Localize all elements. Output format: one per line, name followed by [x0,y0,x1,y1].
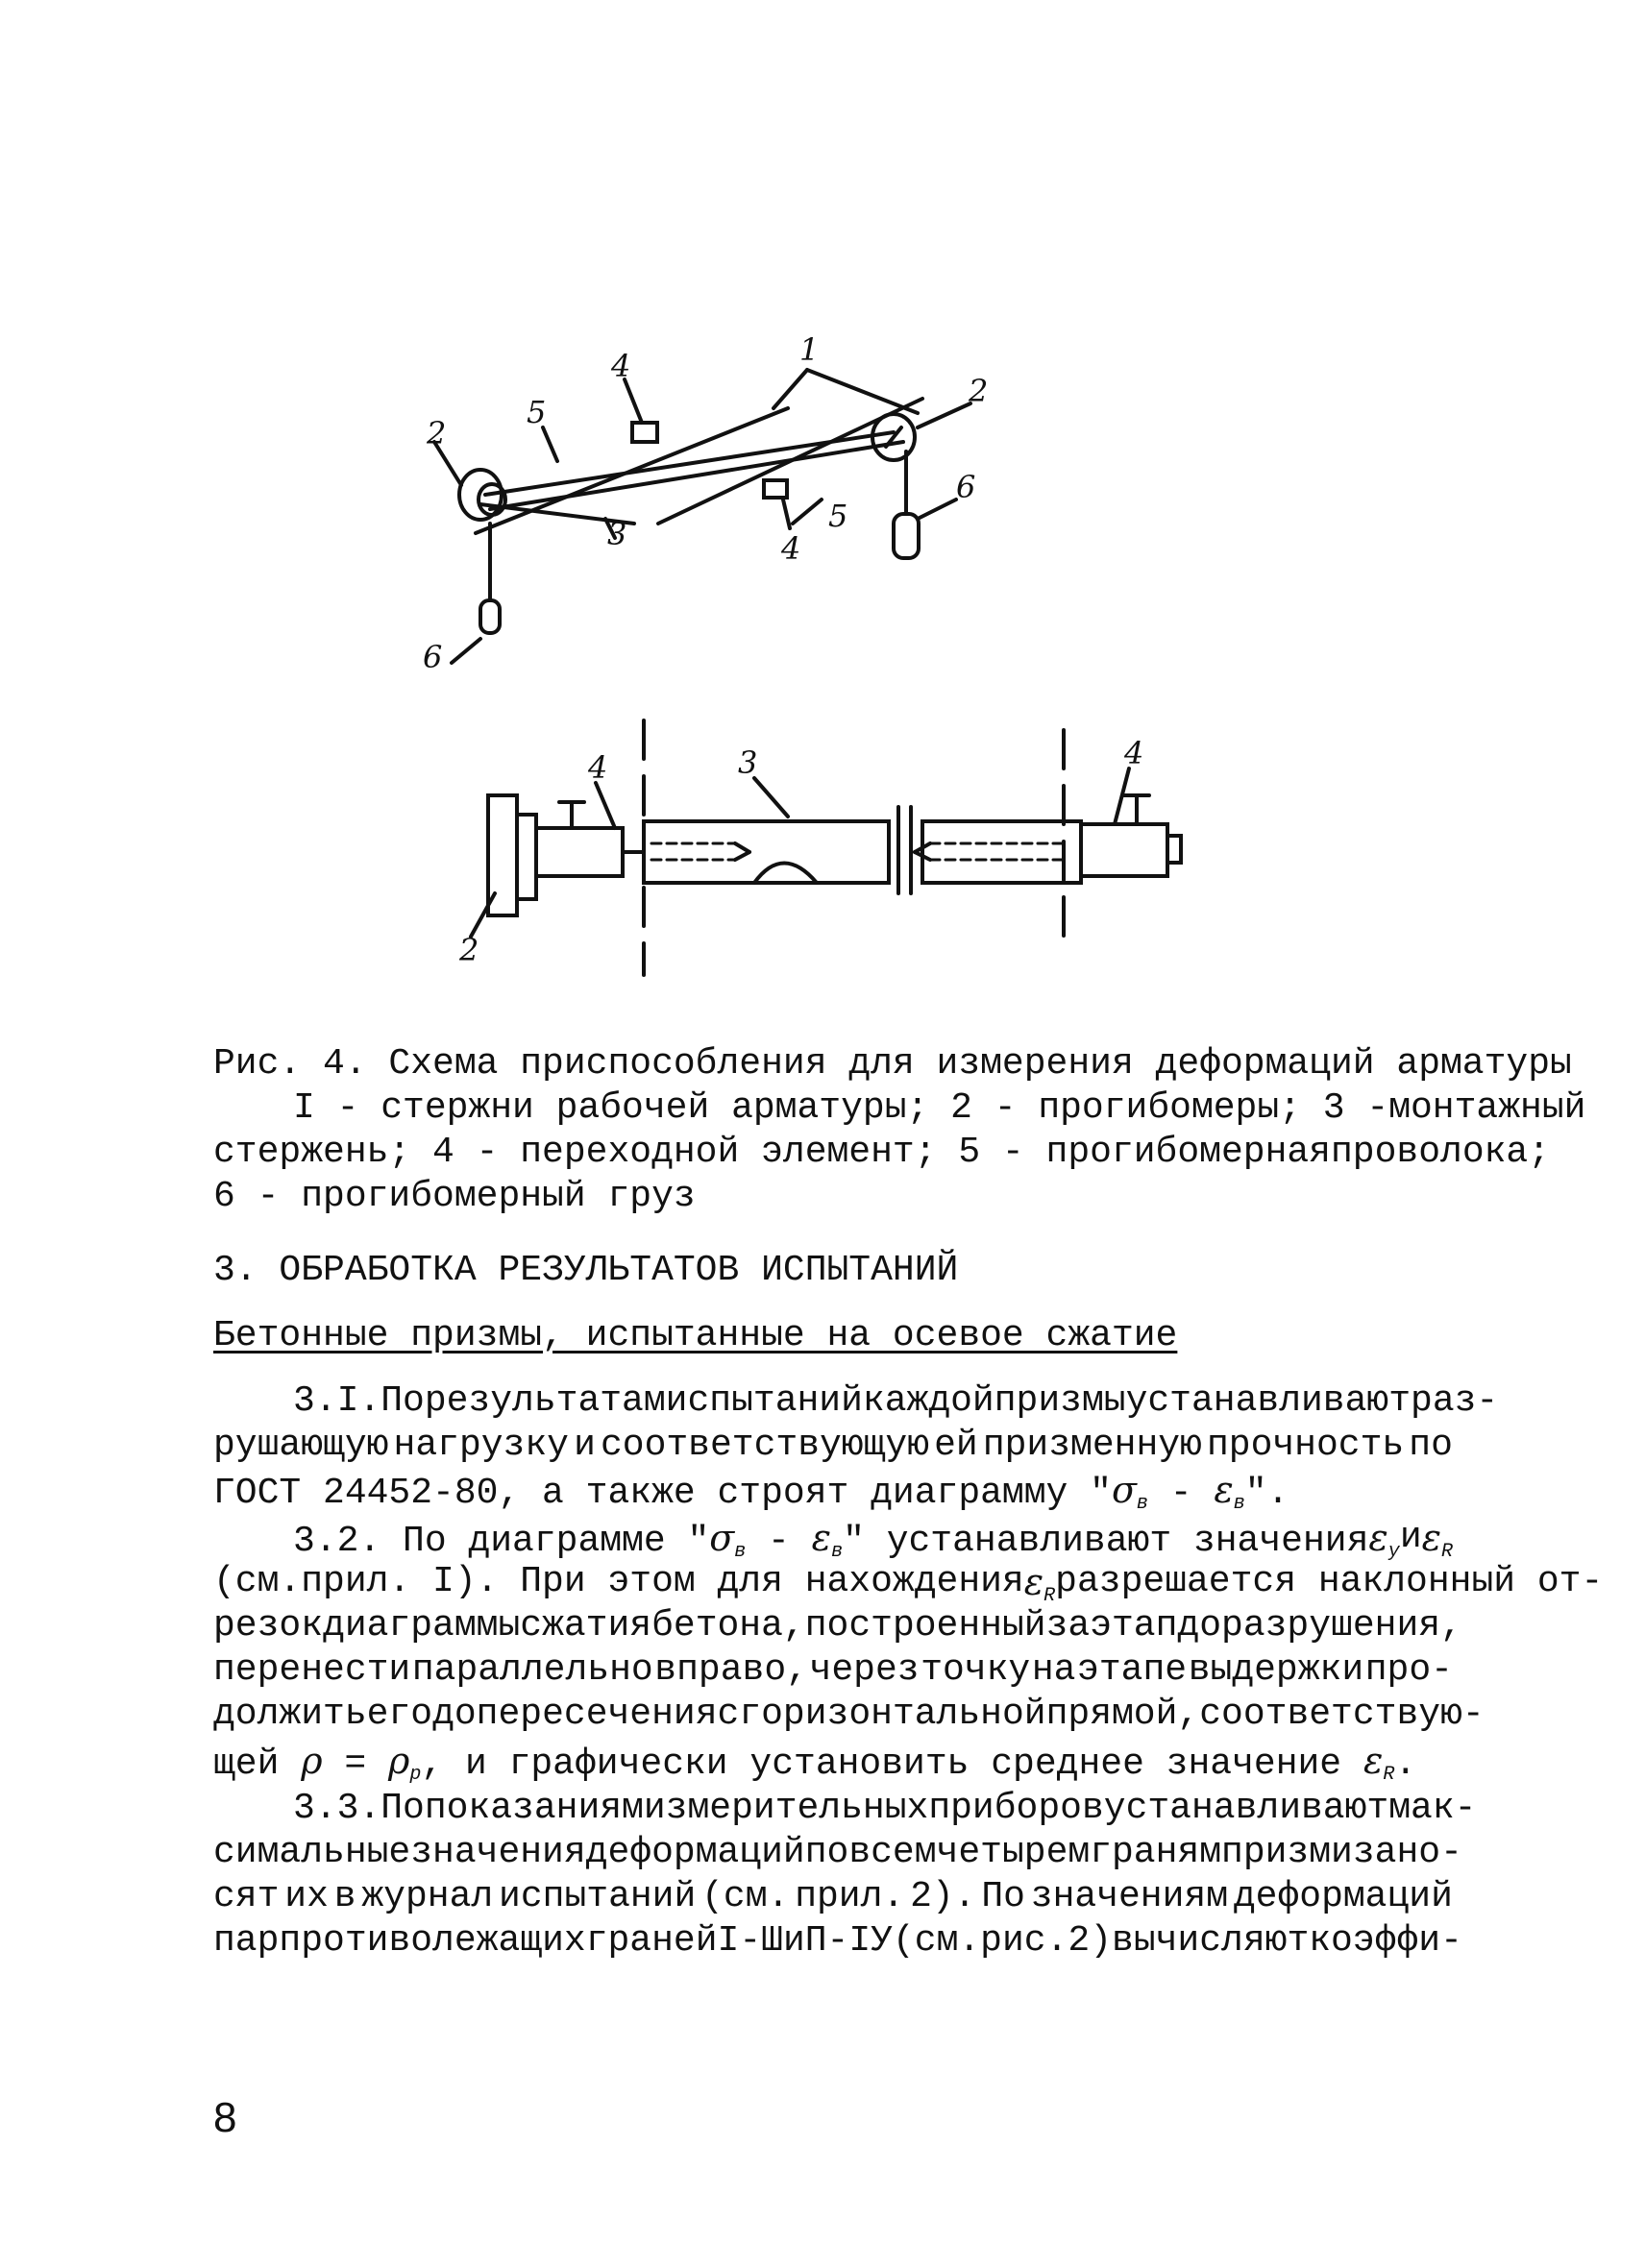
p33-line-2 [213,1831,1462,1875]
label-4-bottom: 4 [781,530,801,567]
word: по [1409,1425,1453,1466]
word: призменную [982,1425,1202,1466]
word: до [432,1694,477,1735]
word: По [381,1380,425,1422]
figure-4-schematic [0,0,1645,1018]
word: диаграммы [323,1605,521,1646]
word: про- [1364,1649,1453,1691]
word: рушающую [213,1425,389,1466]
word: граней [585,1920,718,1962]
figure-legend-line-3: 6 - прогибомерный груз [213,1176,696,1217]
gauge-wire-upper [485,432,894,495]
word: и [1331,1832,1353,1873]
word: значениям [1030,1876,1229,1917]
word: показаниям [424,1788,644,1829]
word: пар [213,1920,280,1962]
word: призмы [994,1380,1126,1422]
word: 3.3. [293,1788,381,1829]
section-subheading: Бетонные призмы, испытанные на осевое сжатие [213,1315,1178,1356]
word: построенный [804,1605,1046,1646]
p33-line-4 [213,1919,1462,1963]
adapter-right-side [1081,824,1167,876]
word: I-Ш [717,1920,783,1962]
word: пересечения [476,1694,718,1735]
label-4-side-right: 4 [1124,735,1144,771]
label-2-side: 2 [459,932,479,968]
word: устанавливают [1125,1380,1412,1422]
word: приборов [928,1788,1104,1829]
p33-line-1 [293,1787,1477,1831]
p31-line-3: ГОСТ 24452-80, а также строят диаграмму "$\sigma_в - \varepsilon_в$". [213,1469,1289,1515]
word: 2). [910,1876,976,1917]
word: разрушения, [1221,1605,1462,1646]
adapter-left-side [536,828,623,876]
word: зано- [1352,1832,1462,1873]
word: соответствую- [1199,1694,1485,1735]
word: соответствующую [600,1425,930,1466]
word: до [1177,1605,1222,1646]
word: деформаций [585,1832,805,1873]
word: в [333,1876,356,1917]
word: этап [1090,1605,1178,1646]
word: вычисляют [1112,1920,1310,1962]
label-6-right: 6 [956,469,976,505]
word: противолежащих [279,1920,586,1962]
label-2-right: 2 [969,373,989,409]
word: результатам [424,1380,666,1422]
section-heading: 3. ОБРАБОТКА РЕЗУЛЬТАТОВ ИСПЫТАНИЙ [213,1250,959,1291]
word: призм [1221,1832,1332,1873]
word: параллельно [411,1649,653,1691]
word: и [574,1425,596,1466]
word: раз- [1411,1380,1499,1422]
word: и [782,1920,805,1962]
p32-line-5 [213,1693,1485,1737]
label-3: 3 [607,516,627,552]
word: их [284,1876,329,1917]
word: с [717,1694,740,1735]
word: точку [921,1649,1031,1691]
word: деформаций [1233,1876,1453,1917]
word: испытаний [499,1876,697,1917]
adapter-upper [632,423,657,442]
word: всем [848,1832,937,1873]
page-number: 8 [213,2094,237,2141]
word: по [804,1832,849,1873]
label-4-top: 4 [611,348,631,384]
p32-line-4 [213,1648,1453,1693]
word: каждой [862,1380,994,1422]
word: журнал [361,1876,494,1917]
label-6-left: 6 [423,639,443,675]
label-1: 1 [799,331,820,368]
word: выдержки [1188,1649,1364,1691]
mounting-rod-side [644,821,889,883]
label-5-left: 5 [527,394,547,430]
word: перенести [213,1649,411,1691]
p32-line-2: (см.прил. I). При этом для нахождения $\varepsilon_R$ разрешается наклонный от- [213,1561,1604,1607]
figure-legend-line-2: стержень; 4 - переходной элемент; 5 - прогибомерная проволока; [213,1132,1551,1173]
word: этапе [1077,1649,1188,1691]
p33-line-3 [213,1875,1453,1919]
figure-caption-title: Рис. 4. Схема приспособления для измерения деформаций арматуры [213,1043,1572,1085]
weight-left [480,600,500,633]
p32-line-1: 3.2. По диаграмме "$\sigma_в - \varepsilon_в$" устанавливают значения $\varepsilon_у$ и $\varepsilon_R$ [293,1517,1454,1563]
word: коэффи- [1309,1920,1462,1962]
word: прил. [795,1876,905,1917]
label-4-side-left: 4 [588,749,608,786]
word: через [809,1649,920,1691]
word: четырем [936,1832,1091,1873]
word: испытаний [665,1380,863,1422]
word: на [1031,1649,1076,1691]
word: значения [410,1832,586,1873]
word: По [981,1876,1025,1917]
adapter-lower [764,480,787,498]
p32-line-3 [213,1604,1462,1648]
word: граням [1090,1832,1222,1873]
word: горизонтальной [739,1694,1046,1735]
word: резок [213,1605,324,1646]
p31-line-2 [213,1424,1453,1468]
word: сят [213,1876,280,1917]
word: должить [213,1694,367,1735]
word: ей [934,1425,978,1466]
word: за [1045,1605,1091,1646]
p32-line-6: щей $\rho = \rho_р$, и графически установить среднее значение $\varepsilon_R$. [213,1740,1417,1786]
word: измерительных [643,1788,929,1829]
word: (см.рис.2) [892,1920,1113,1962]
weight-right [894,514,919,558]
p31-line-1 [293,1379,1499,1424]
word: сжатия [520,1605,652,1646]
word: его [366,1694,433,1735]
word: симальные [213,1832,411,1873]
word: мак- [1388,1788,1477,1829]
word: По [381,1788,425,1829]
word: нагрузку [393,1425,569,1466]
label-3-side: 3 [738,744,758,781]
word: вправо, [654,1649,808,1691]
word: прямой, [1045,1694,1200,1735]
label-5-right: 5 [828,498,848,534]
word: прочность [1206,1425,1405,1466]
word: П-IУ [804,1920,893,1962]
word: (см. [701,1876,790,1917]
label-2-left: 2 [427,415,447,451]
word: устанавливают [1103,1788,1389,1829]
word: 3.I. [293,1380,381,1422]
figure-legend-line-1: I - стержни рабочей арматуры; 2 - прогибомеры; 3 - монтажный [293,1087,1586,1129]
word: бетона, [651,1605,805,1646]
